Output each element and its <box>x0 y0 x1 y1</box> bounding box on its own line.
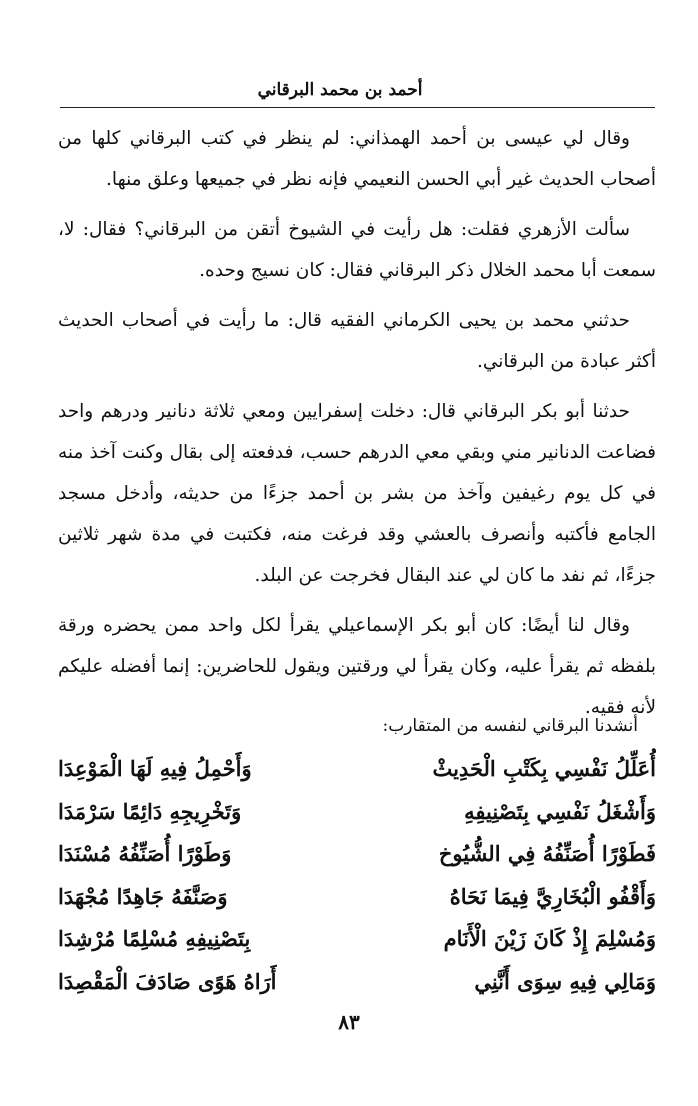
poem <box>58 748 656 1003</box>
second-hemistich: أَرَاهُ هَوًى صَادَفَ الْمَقْصِدَا <box>58 968 277 994</box>
second-hemistich: وَأَحْمِلُ فِيهِ لَهَا الْمَوْعِدَا <box>58 756 252 781</box>
first-hemistich: فَطَوْرًا أُصَنِّفُهُ فِي الشُّيُوخ <box>438 841 656 866</box>
verse-line <box>58 961 656 1004</box>
first-hemistich: وَمُسْلِمَ إِذْ كَانَ زَيْنَ الْأَنَام <box>443 926 656 951</box>
verse-line <box>58 748 656 791</box>
body-text <box>58 118 656 737</box>
paragraph: حدثنا أبو بكر البرقاني قال: دخلت إسفرايين ومعي ثلاثة دنانير ودرهم واحد فضاعت الدنانير مني وبقي معي الدرهم حسب، فدفعته إلى بقال وكنت آخذ منه في كل يوم رغيفين وآخذ من بشر بن أحمد جزءًا من حديثه، وأدخل مسجد الجامع فأكتبه وأنصرف بالعشي وقد فرغت منه، فكتبت في مدة شهر ثلاثين جزءًا، ثم نفد ما كان لي عند البقال فخرجت عن البلد. <box>58 401 656 586</box>
first-hemistich: وَأَقْفُو الْبُخَارِيَّ فِيمَا نَحَاهُ <box>449 883 656 909</box>
running-header: أحمد بن محمد البرقاني <box>257 80 423 100</box>
second-hemistich: وَتَخْرِيجِهِ دَائِمًا سَرْمَدَا <box>58 798 242 824</box>
paragraph: سألت الأزهري فقلت: هل رأيت في الشيوخ أتقن من البرقاني؟ فقال: لا، سمعت أبا محمد الخلال ذكر البرقاني فقال: كان نسيج وحده. <box>58 219 656 281</box>
verse-line <box>58 833 656 876</box>
second-hemistich: وَصَنَّفَهُ جَاهِدًا مُجْهَدَا <box>58 883 228 909</box>
first-hemistich: وَأَشْغَلُ نَفْسِي بِتَصْنِيفِهِ <box>464 798 656 824</box>
verse-line <box>58 876 656 919</box>
header-rule <box>60 107 655 108</box>
verse-line <box>58 918 656 961</box>
paragraph: وقال لنا أيضًا: كان أبو بكر الإسماعيلي يقرأ لكل واحد ممن يحضره ورقة بلفظه ثم يقرأ عليه، وكان يقرأ لي ورقتين ويقول للحاضرين: إنما أفضله عليكم لأنه فقيه. <box>58 615 656 718</box>
first-hemistich: أُعَلِّلُ نَفْسِي بِكَتْبِ الْحَدِيثْ <box>432 756 656 781</box>
paragraph: وقال لي عيسى بن أحمد الهمذاني: لم ينظر في كتب البرقاني كلها من أصحاب الحديث غير أبي الحسن النعيمي فإنه نظر في جميعها وعلق منها. <box>58 128 656 190</box>
second-hemistich: وَطَوْرًا أُصَنِّفُهُ مُسْنَدَا <box>58 841 232 866</box>
verse-intro: أنشدنا البرقاني لنفسه من المتقارب: <box>382 716 638 736</box>
verse-line <box>58 791 656 834</box>
first-hemistich: وَمَالِي فِيهِ سِوَى أَنَّنِي <box>474 968 656 994</box>
second-hemistich: بِتَصْنِيفِهِ مُسْلِمًا مُرْشِدَا <box>58 926 251 951</box>
page-number: ٨٣ <box>338 1010 360 1034</box>
paragraph: حدثني محمد بن يحيى الكرماني الفقيه قال: ما رأيت في أصحاب الحديث أكثر عبادة من البرقاني. <box>58 310 656 372</box>
